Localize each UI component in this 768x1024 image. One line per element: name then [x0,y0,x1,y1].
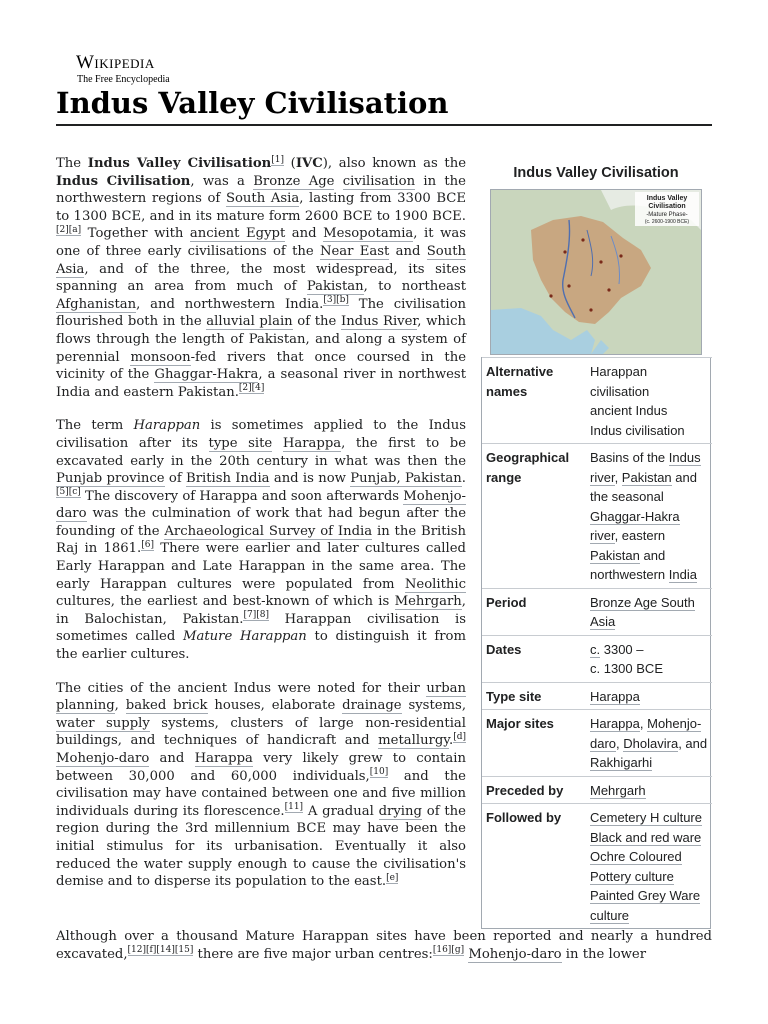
infobox-label: Period [486,594,527,610]
bold-term: IVC [295,156,323,171]
text-run: in the British Raj in 1861. [56,523,466,557]
link-harappa[interactable]: Harappa [194,751,253,766]
link-harappa[interactable]: Harappa [590,716,640,731]
infobox-caption: Indus Valley Civilisation [513,165,679,181]
infobox-table [482,357,712,928]
text-run: The cities of the ancient Indus were noted for their [56,680,427,696]
citation-link[interactable]: [14] [156,945,175,956]
link-ghaggar-hakra[interactable]: Ghaggar-Hakra [154,367,259,383]
link-ghaggar-hakra-river[interactable]: Ghaggar-Hakra river [590,508,680,543]
link-british-india[interactable]: British India [186,471,270,487]
citation[interactable] [156,945,174,956]
footnote[interactable] [453,732,466,743]
text-run: there are five major urban centres: [193,946,433,962]
link-indus[interactable]: Indus [668,450,701,465]
citation-link[interactable]: [3] [323,295,337,306]
text-run: , which flows through the length of Pakistan, and along a system of perennial [56,314,466,365]
citation-link[interactable]: [11] [284,802,304,813]
text-run: and the civilisation may have contained between one and five million individuals during its florescence. [56,768,466,819]
link-rakhigarhi[interactable]: Rakhigarhi [590,755,653,770]
citation[interactable] [141,540,154,551]
link-archaeological-survey[interactable]: Archaeological Survey of India [164,523,373,539]
paragraph-4 [56,928,712,963]
infobox-value [586,444,712,589]
footnote-link[interactable]: [c] [68,487,81,498]
text-run: A gradual [303,803,379,819]
citation[interactable] [175,945,193,956]
text-run: and northwestern [590,547,669,582]
citation-link[interactable]: [15] [174,945,194,956]
italic-term: Harappan [133,418,201,434]
text-run: , the first to be excavated early in the 20th century in what was then the [56,435,466,469]
link-mohenjo-daro[interactable]: Mohenjo-daro [56,488,466,522]
link-monsoon[interactable]: monsoon [130,349,191,365]
footnote[interactable] [451,945,464,956]
link-type-site[interactable]: type site [208,435,273,451]
site-marker [567,284,570,287]
link-river[interactable]: river [590,469,615,485]
link-punjab-pakistan[interactable]: Punjab, Pakistan [350,471,462,487]
citation[interactable] [128,945,146,956]
footnote[interactable] [69,487,81,498]
link-near-east[interactable]: Near East [319,243,390,259]
infobox-label: Preceded by [486,782,564,798]
citation-link[interactable]: [5] [56,487,69,498]
infobox-map-image[interactable] [490,189,702,355]
text-run: , and northwestern India. [136,296,324,312]
text-run: , [114,698,126,714]
link-pakistan[interactable]: Pakistan [621,469,672,485]
link-punjab-province[interactable]: Punjab province [56,471,165,487]
text-run: is sometimes applied to the Indus civilisation after its [56,418,467,451]
citation-link[interactable]: [2] [56,224,69,235]
text-run: was the culmination of work that had begun after the founding of the [56,506,466,539]
text-run: Together with [81,226,190,242]
paragraph-2 [56,417,466,663]
infobox [481,157,711,929]
footnote-link[interactable]: [a] [68,224,82,235]
link-mesopotamia[interactable]: Mesopotamia [323,226,414,242]
date-start: 3300 – [600,641,644,657]
title-divider [56,124,712,126]
map-legend-line2: Civilisation [648,203,686,210]
footnote-link[interactable]: [f] [146,945,157,956]
map-graphic [491,190,701,354]
infobox-label: Dates [486,641,522,657]
infobox-table-wrapper [481,357,711,929]
text-run: in the lower [561,946,647,962]
citation[interactable] [433,945,451,956]
text-run: and [389,243,427,259]
infobox-row-dates [482,635,712,682]
link-south-asia[interactable]: South Asia [225,191,300,207]
text-run: The discovery of Harappa and soon afterwards [80,488,404,504]
footnote[interactable] [336,295,349,306]
link-circa[interactable]: c. [590,641,601,657]
infobox-label: Alternative names [486,364,554,399]
citation-link[interactable]: [1] [271,154,284,165]
text-run: of [164,471,187,487]
citation[interactable] [285,802,303,813]
text-run: very likely grew to contain between 30,000 and 60,000 individuals, [56,751,467,784]
map-legend-line4: (c. 2600-1900 BCE) [644,219,690,225]
citation-link[interactable]: [2] [238,383,252,394]
footnote-link[interactable]: [d] [453,732,466,743]
text-run: Although over a thousand Mature Harappan sites have been reported and nearly a hundred excavated, [56,929,712,962]
text-run: , [616,735,624,751]
link-pakistan[interactable]: Pakistan [590,547,640,563]
link-water-supply[interactable]: water supply [56,715,150,731]
text-run: and [149,751,195,766]
text-run: -fed rivers that once coursed in the vicinity of the [56,349,466,383]
site-marker [619,254,622,257]
link-dholavira[interactable]: Dholavira [623,735,679,751]
link-bronze-age[interactable]: Bronze Age [253,173,335,189]
citation[interactable] [56,225,69,236]
link-drainage[interactable]: drainage [342,698,402,714]
link-urban-planning[interactable]: urban planning [56,680,466,714]
site-marker [581,238,584,241]
text-run: houses, elaborate [207,698,343,714]
infobox-value [586,776,712,804]
paragraph-3 [56,680,466,891]
alt-name: civilisation [590,383,650,399]
wikipedia-tagline: The Free Encyclopedia [77,74,170,85]
citation-link[interactable]: [12] [127,945,147,956]
text-run: , it was one of three early civilisations of the [56,226,466,259]
citation-link[interactable]: [4] [251,383,265,394]
article-body [56,155,466,907]
link-pakistan[interactable]: Pakistan [306,279,364,295]
link-mohenjo-daro[interactable]: Mohenjo-daro [590,716,702,751]
site-marker [589,308,592,311]
infobox-row-major-sites [482,710,712,777]
infobox-row-followed-by [482,804,712,929]
link-south-asia[interactable]: South Asia [56,243,467,277]
site-marker [563,250,566,253]
date-end: c. 1300 BCE [590,661,663,676]
text-run: to distinguish it from the earlier cultures. [56,629,466,663]
italic-term: Mature Harappan [183,629,307,645]
citation[interactable] [323,295,336,306]
text-run: . [461,471,466,487]
text-run: in the northwestern regions of [56,173,466,207]
link-india[interactable]: India [668,567,697,582]
text-run [334,174,342,189]
infobox-label: Followed by [486,810,562,825]
text-run: , a seasonal river in northwest India and eastern Pakistan. [56,367,466,400]
infobox-value [586,710,712,777]
link-civilisation[interactable]: civilisation [342,173,416,189]
text-run: , lasting from 3300 BCE to 1300 BCE, and in its mature form 2600 BCE to 1900 BCE. [56,191,466,224]
text-run: of the region during the 3rd millennium BCE may have been the initial stimulus for its urbanisation. Eventually it also reduced the water supply enough to cause the civilisation's demise and to disperse its population to the east. [56,803,466,890]
citation[interactable] [239,383,252,394]
text-run: and [285,226,324,242]
link-mohenjo-daro[interactable]: Mohenjo-daro [468,946,562,962]
link-bronze-age-south-asia[interactable]: Bronze Age South Asia [590,594,695,629]
bold-term: Indus Civilisation [56,173,191,189]
citation[interactable] [252,383,265,394]
alt-name: ancient Indus [590,403,668,418]
text-run: , [614,469,622,485]
text-run: The civilisation flourished both in the [56,296,467,330]
link-mehrgarh[interactable]: Mehrgarh [394,594,462,610]
infobox-label: Type site [486,688,542,704]
text-run: , and of the three, the most widespread, its sites spanning an area from much of [56,261,466,295]
text-run: The term [56,418,134,434]
site-marker [549,294,552,297]
link-painted-grey-ware[interactable]: Painted Grey Ware culture [590,888,701,923]
citation[interactable] [271,155,284,166]
map-legend-line3: -Mature Phase- [646,212,688,218]
site-marker [599,260,602,263]
article-body-wide [56,928,712,963]
link-neolithic[interactable]: Neolithic [404,576,466,592]
citation-link[interactable]: [8] [256,610,269,621]
text-run: . [449,733,454,749]
map-legend-line1: Indus Valley [646,195,688,202]
text-run: ), also known as the [322,156,466,171]
citation[interactable] [243,610,256,621]
wikipedia-logo[interactable] [76,52,206,86]
infobox-value [586,635,712,682]
infobox-row-preceded-by [482,776,712,804]
text-run [272,436,283,451]
footnote-link[interactable]: [e] [386,872,399,883]
text-run: systems, clusters of large non-residential buildings, and techniques of handicraft and [56,715,467,749]
text-run: and the seasonal [590,469,697,504]
link-cemetery-h-culture[interactable]: Cemetery H culture [590,810,702,825]
wikipedia-wordmark[interactable]: Wikipedia [76,52,155,73]
infobox-row-type-site [482,682,712,710]
citation-link[interactable]: [7] [243,610,257,621]
citation-link[interactable]: [10] [369,767,389,778]
infobox-label: Geographical range [486,450,570,485]
infobox-value [586,358,712,444]
link-harappa[interactable]: Harappa [590,688,640,704]
link-mehrgarh[interactable]: Mehrgarh [590,782,646,798]
link-black-and-red-ware[interactable]: Black and red ware [590,829,702,845]
text-run: systems, [401,698,467,714]
text-run: of the [292,314,341,330]
link-ancient-egypt[interactable]: ancient Egypt [189,226,286,242]
infobox-row-period [482,588,712,635]
link-afghanistan[interactable]: Afghanistan [56,296,137,312]
link-harappa[interactable]: Harappa [282,435,342,451]
page-title: Indus Valley Civilisation [56,86,449,120]
infobox-value [586,682,712,710]
citation-link[interactable]: [16] [432,945,452,956]
link-ochre-coloured-pottery[interactable]: Ochre Coloured Pottery culture [590,849,682,884]
text-run: ( [283,156,296,171]
footnote-link[interactable]: [b] [336,295,349,306]
paragraph-1 [56,155,466,401]
text-run: , eastern [614,528,666,543]
alt-name: Harappan [590,364,648,379]
text-run: , to northeast [363,279,466,295]
site-marker [607,288,610,291]
alt-name: Indus civilisation [590,422,685,438]
footnote[interactable] [386,873,398,884]
link-metallurgy[interactable]: metallurgy [378,733,449,749]
text-run: and is now [269,471,351,487]
text-run: , in Balochistan, Pakistan. [56,594,466,627]
link-baked-brick[interactable]: baked brick [125,698,208,714]
text-run: , and [678,735,708,751]
text-run: Harappan civilisation is sometimes called [56,611,467,645]
link-alluvial-plain[interactable]: alluvial plain [206,314,293,330]
citation[interactable] [256,610,269,621]
citation[interactable] [56,487,69,498]
text-run: , was a [190,173,254,189]
text-run: There were earlier and later cultures called Early Harappan and Late Harappan in the same area. The early Harappan cultures were populated from [56,541,466,592]
footnote[interactable] [146,945,156,956]
infobox-value [586,588,712,635]
text-run: , [639,716,648,731]
infobox-label: Major sites [486,716,554,731]
text-run: cultures, the earliest and best-known of which is [56,594,395,610]
infobox-row-alt-names [482,358,712,444]
citation[interactable] [370,767,388,778]
link-indus-river[interactable]: Indus River [340,314,418,330]
footnote-link[interactable]: [g] [451,945,465,956]
infobox-value [586,804,712,929]
infobox-row-geo-range [482,444,712,589]
footnote[interactable] [69,225,81,236]
link-drying[interactable]: drying [378,803,422,819]
text-run: The [56,156,88,171]
citation-link[interactable]: [6] [141,540,154,551]
text-run: Basins of the [590,450,669,465]
link-mohenjo-daro[interactable]: Mohenjo-daro [56,751,150,766]
bold-term: Indus Valley Civilisation [87,156,272,171]
